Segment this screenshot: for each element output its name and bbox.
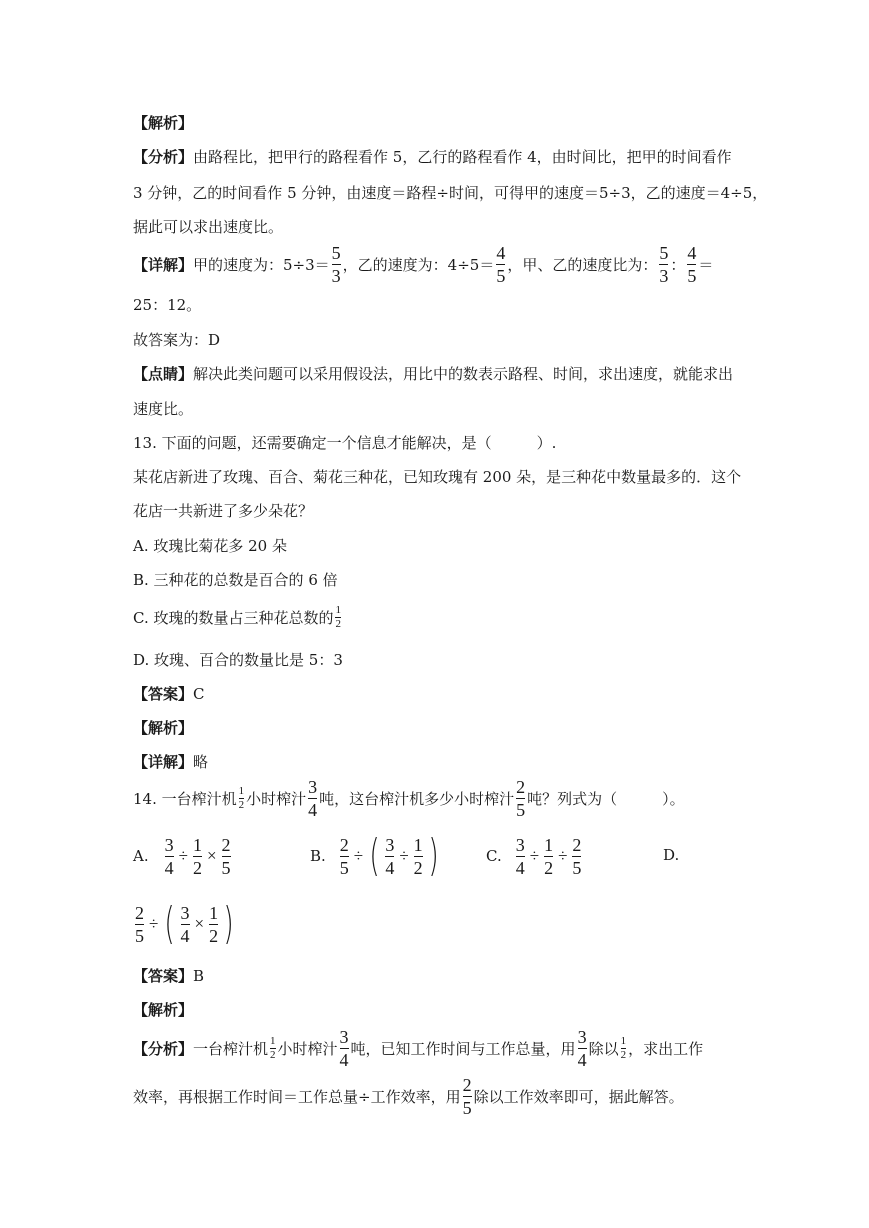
q14-option-d: 2 5 ÷ ( 3 4 × 1 2 ) bbox=[135, 898, 234, 949]
answer-13: 【答案】C bbox=[133, 685, 205, 703]
analysis-14-line-2: 效率，再根据工作时间＝工作总量÷工作效率，用 2 5 除以工作效率即可，据此解答。 bbox=[133, 1074, 684, 1118]
fraction: 2 5 bbox=[135, 902, 144, 946]
question-13-stem: 13. 下面的问题，还需要确定一个信息才能解决，是（ ）. bbox=[133, 434, 557, 452]
fraction: 3 4 bbox=[164, 834, 174, 878]
dianjing-line-2: 速度比。 bbox=[133, 400, 194, 418]
ratio-result: 25：12。 bbox=[133, 296, 202, 314]
q14-option-b: B. 2 5 ÷ ( 3 4 ÷ 1 2 ) bbox=[310, 830, 439, 881]
fraction: 1 2 bbox=[544, 834, 554, 878]
dianjing-line-1: 【点睛】解决此类问题可以采用假设法，用比中的数表示路程、时间，求出速度，就能求出 bbox=[133, 365, 734, 383]
jiexi-header: 【解析】 bbox=[133, 114, 194, 132]
q14-option-d-label: D. bbox=[663, 846, 680, 864]
question-13-line-3: 花店一共新进了多少朵花？ bbox=[133, 502, 314, 520]
q14-option-a: A. 3 4 ÷ 1 2 × 2 5 bbox=[133, 834, 231, 878]
question-13-line-2: 某花店新进了玫瑰、百合、菊花三种花，已知玫瑰有 200 朵，是三种花中数量最多的．这个 bbox=[133, 468, 742, 486]
fraction: 3 4 bbox=[515, 834, 525, 878]
option-d: D. 玫瑰、百合的数量比是 5：3 bbox=[133, 651, 343, 669]
fraction: 1 2 bbox=[270, 1034, 276, 1061]
fraction: 3 4 bbox=[180, 902, 190, 946]
answer-14: 【答案】B bbox=[133, 967, 205, 985]
right-paren: ) bbox=[223, 898, 234, 949]
option-a: A. 玫瑰比菊花多 20 朵 bbox=[133, 537, 287, 555]
fraction: 3 4 bbox=[577, 1026, 587, 1070]
fraction: 3 4 bbox=[385, 834, 395, 878]
option-b: B. 三种花的总数是百合的 6 倍 bbox=[133, 571, 338, 589]
fraction: 3 4 bbox=[308, 776, 318, 820]
fraction: 2 5 bbox=[572, 834, 582, 878]
fraction: 5 3 bbox=[659, 242, 669, 286]
jiexi-13: 【解析】 bbox=[133, 719, 194, 737]
fraction: 1 2 bbox=[620, 1034, 627, 1061]
fraction: 2 5 bbox=[221, 834, 231, 878]
fraction: 4 5 bbox=[687, 242, 697, 286]
fraction: 1 2 bbox=[335, 603, 341, 630]
fraction: 1 2 bbox=[413, 834, 423, 878]
jiexi-14: 【解析】 bbox=[133, 1001, 194, 1019]
fraction: 5 3 bbox=[331, 242, 341, 286]
fraction: 3 4 bbox=[339, 1026, 349, 1070]
right-paren: ) bbox=[428, 830, 439, 881]
analysis-line-2: 3 分钟，乙的时间看作 5 分钟，由速度＝路程÷时间，可得甲的速度＝5÷3，乙的速度＝4÷5， bbox=[133, 184, 768, 202]
answer-line: 故答案为：D bbox=[133, 331, 221, 349]
fraction: 2 5 bbox=[462, 1074, 472, 1118]
option-c: C. 玫瑰的数量占三种花总数的 1 2 bbox=[133, 603, 341, 630]
detail-line: 【详解】 甲的速度为：5÷3＝ 5 3 ，乙的速度为：4÷5＝ 4 5 ，甲、乙的速度比为： 5 3 ： 4 5 ＝ bbox=[133, 242, 714, 286]
fraction: 2 5 bbox=[516, 776, 526, 820]
analysis-line-1: 【分析】由路程比，把甲行的路程看作 5，乙行的路程看作 4，由时间比，把甲的时间看作 bbox=[133, 148, 732, 166]
fraction: 1 2 bbox=[192, 834, 202, 878]
analysis-line-3: 据此可以求出速度比。 bbox=[133, 218, 284, 236]
fraction: 4 5 bbox=[496, 242, 506, 286]
left-paren: ( bbox=[369, 830, 380, 881]
detail-13: 【详解】略 bbox=[133, 753, 209, 771]
fraction: 1 2 bbox=[209, 902, 219, 946]
q14-option-c: C. 3 4 ÷ 1 2 ÷ 2 5 bbox=[486, 834, 582, 878]
left-paren: ( bbox=[164, 898, 176, 949]
question-14-stem: 14. 一台榨汁机 1 2 小时榨汁 3 4 吨，这台榨汁机多少小时榨汁 2 5 吨？列式为（ ）。 bbox=[133, 776, 685, 820]
analysis-14-line-1: 【分析】 一台榨汁机 1 2 小时榨汁 3 4 吨，已知工作时间与工作总量，用 3 4 除以 1 2 ，求出工作 bbox=[133, 1026, 704, 1070]
fraction: 2 5 bbox=[339, 834, 349, 878]
fraction: 1 2 bbox=[238, 784, 245, 811]
